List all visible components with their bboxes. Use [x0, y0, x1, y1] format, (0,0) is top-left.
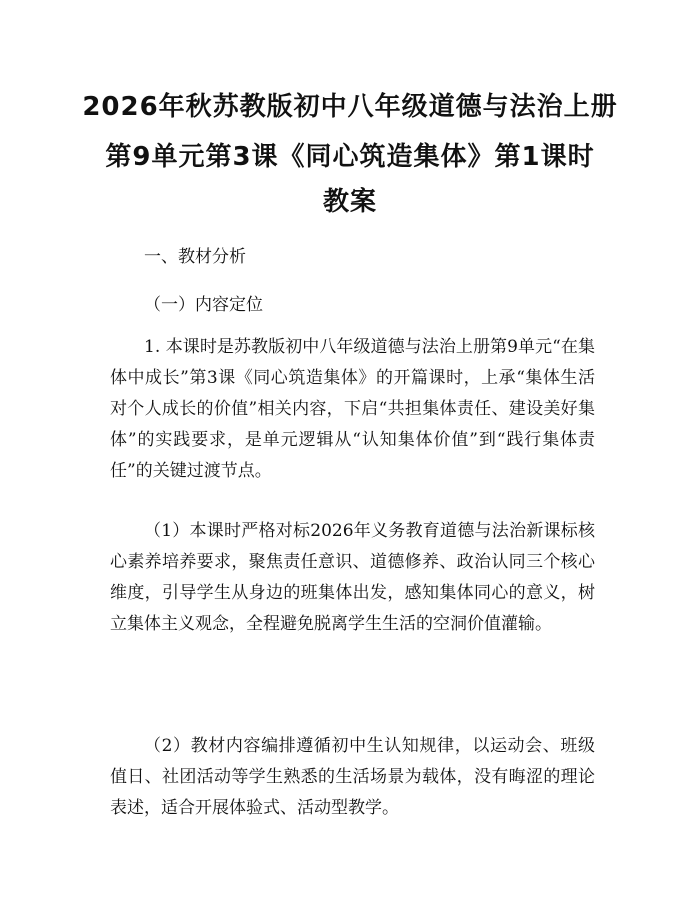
- document-title-line-3: 教案: [322, 187, 377, 217]
- body-paragraph-2: （1）本课时严格对标2026年义务教育道德与法治新课标核心素养培养要求，聚焦责任意识、道德修养、政治认同三个核心维度，引导学生从身边的班集体出发，感知集体同心的意义，树立集体主义观念，全程避免脱离学生生活的空洞价值灌输。: [110, 521, 595, 634]
- document-title-line-1: 2026年秋苏教版初中八年级道德与法治上册: [82, 92, 618, 122]
- body-paragraph-3: （2）教材内容编排遵循初中生认知规律，以运动会、班级值日、社团活动等学生熟悉的生活场景为载体，没有晦涩的理论表述，适合开展体验式、活动型教学。: [110, 736, 595, 818]
- body-paragraph-1: 1. 本课时是苏教版初中八年级道德与法治上册第9单元“在集体中成长”第3课《同心筑造集体》的开篇课时，上承“集体生活对个人成长的价值”相关内容，下启“共担集体责任、建设美好集体”的实践要求，是单元逻辑从“认知集体价值”到“践行集体责任”的关键过渡节点。: [110, 337, 595, 481]
- subsection-heading-content-positioning: （一）内容定位: [144, 295, 263, 315]
- section-heading-textbook-analysis: 一、教材分析: [144, 247, 246, 267]
- document-title-line-2: 第9单元第3课《同心筑造集体》第1课时: [105, 142, 595, 172]
